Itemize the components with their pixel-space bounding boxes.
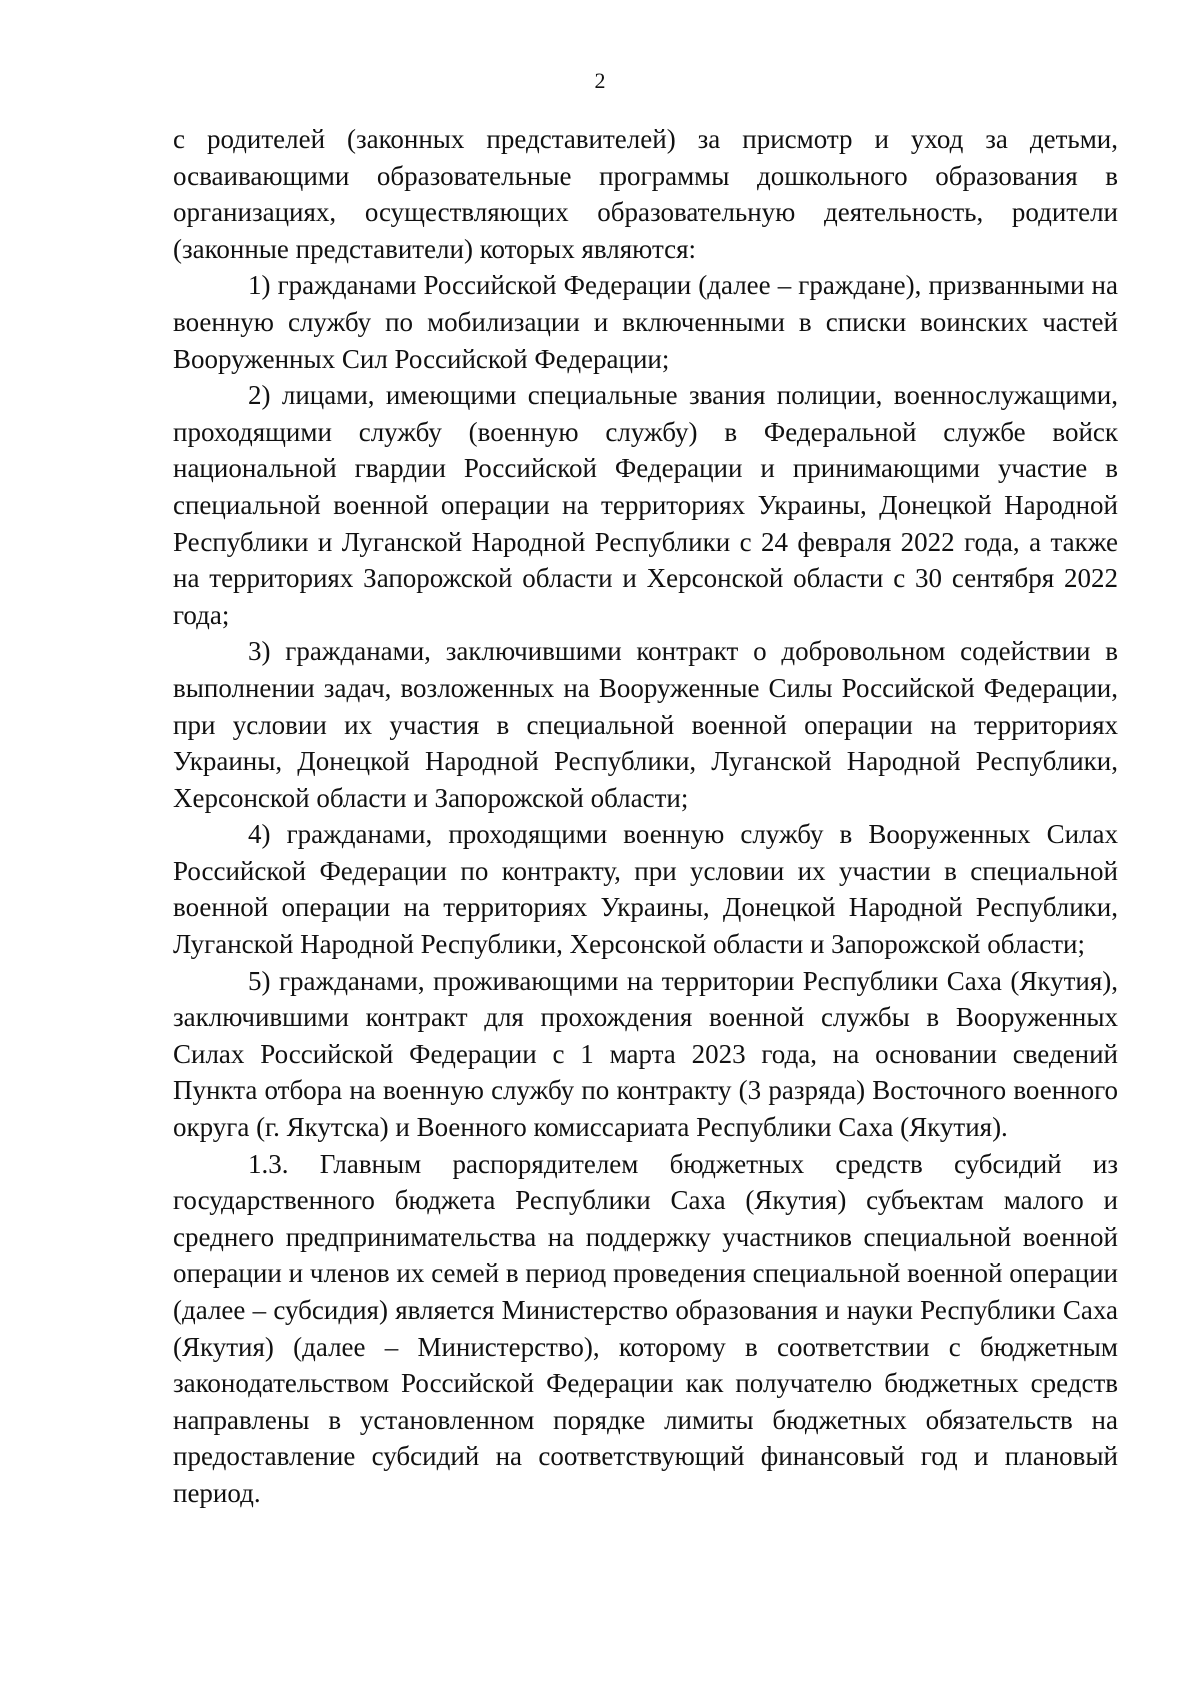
paragraph-section-1-3: 1.3. Главным распорядителем бюджетных средств субсидий из государственного бюджета Республики Саха (Якутия) субъектам малого и среднего предпринимательства на поддержку участников специальной военной операции и членов их семей в период проведения специальной военной операции (далее – субсидия) является Министерство образования и науки Республики Саха (Якутия) (далее – Министерство), которому в соответствии с бюджетным законодательством Российской Федерации как получателю бюджетных средств направлены в установленном порядке лимиты бюджетных обязательств на предоставление субсидий на соответствующий финансовый год и плановый период. xyxy=(173,1148,1118,1508)
page-number: 2 xyxy=(594,68,606,93)
document-body xyxy=(173,121,1118,1512)
paragraph-intro: с родителей (законных представителей) за присмотр и уход за детьми, осваивающими образовательные программы дошкольного образования в организациях, осуществляющих образовательную деятельность, родители (законные представители) которых являются: xyxy=(173,124,1118,264)
paragraph-item-5: 5) гражданами, проживающими на территории Республики Саха (Якутия), заключившими контракт для прохождения военной службы в Вооруженных Силах Российской Федерации с 1 марта 2023 года, на основании сведений Пункта отбора на военную службу по контракту (3 разряда) Восточного военного округа (г. Якутска) и Военного комиссариата Республики Саха (Якутия). xyxy=(173,965,1118,1143)
paragraph-item-1: 1) гражданами Российской Федерации (далее – граждане), призванными на военную службу по мобилизации и включенными в списки воинских частей Вооруженных Сил Российской Федерации; xyxy=(173,270,1118,374)
paragraph-item-2: 2) лицами, имеющими специальные звания полиции, военнослужащими, проходящими службу (военную службу) в Федеральной службе войск национальной гвардии Российской Федерации и принимающими участие в специальной военной операции на территориях Украины, Донецкой Народной Республики и Луганской Народной Республики с 24 февраля 2022 года, а также на территориях Запорожской области и Херсонской области с 30 сентября 2022 года; xyxy=(173,380,1118,630)
paragraph-item-4: 4) гражданами, проходящими военную службу в Вооруженных Силах Российской Федерации по контракту, при условии их участии в специальной военной операции на территориях Украины, Донецкой Народной Республики, Луганской Народной Республики, Херсонской области и Запорожской области; xyxy=(173,819,1118,960)
paragraph-item-3: 3) гражданами, заключившими контракт о добровольном содействии в выполнении задач, возложенных на Вооруженные Силы Российской Федерации, при условии их участия в специальной военной операции на территориях Украины, Донецкой Народной Республики, Луганской Народной Республики, Херсонской области и Запорожской области; xyxy=(173,636,1118,813)
